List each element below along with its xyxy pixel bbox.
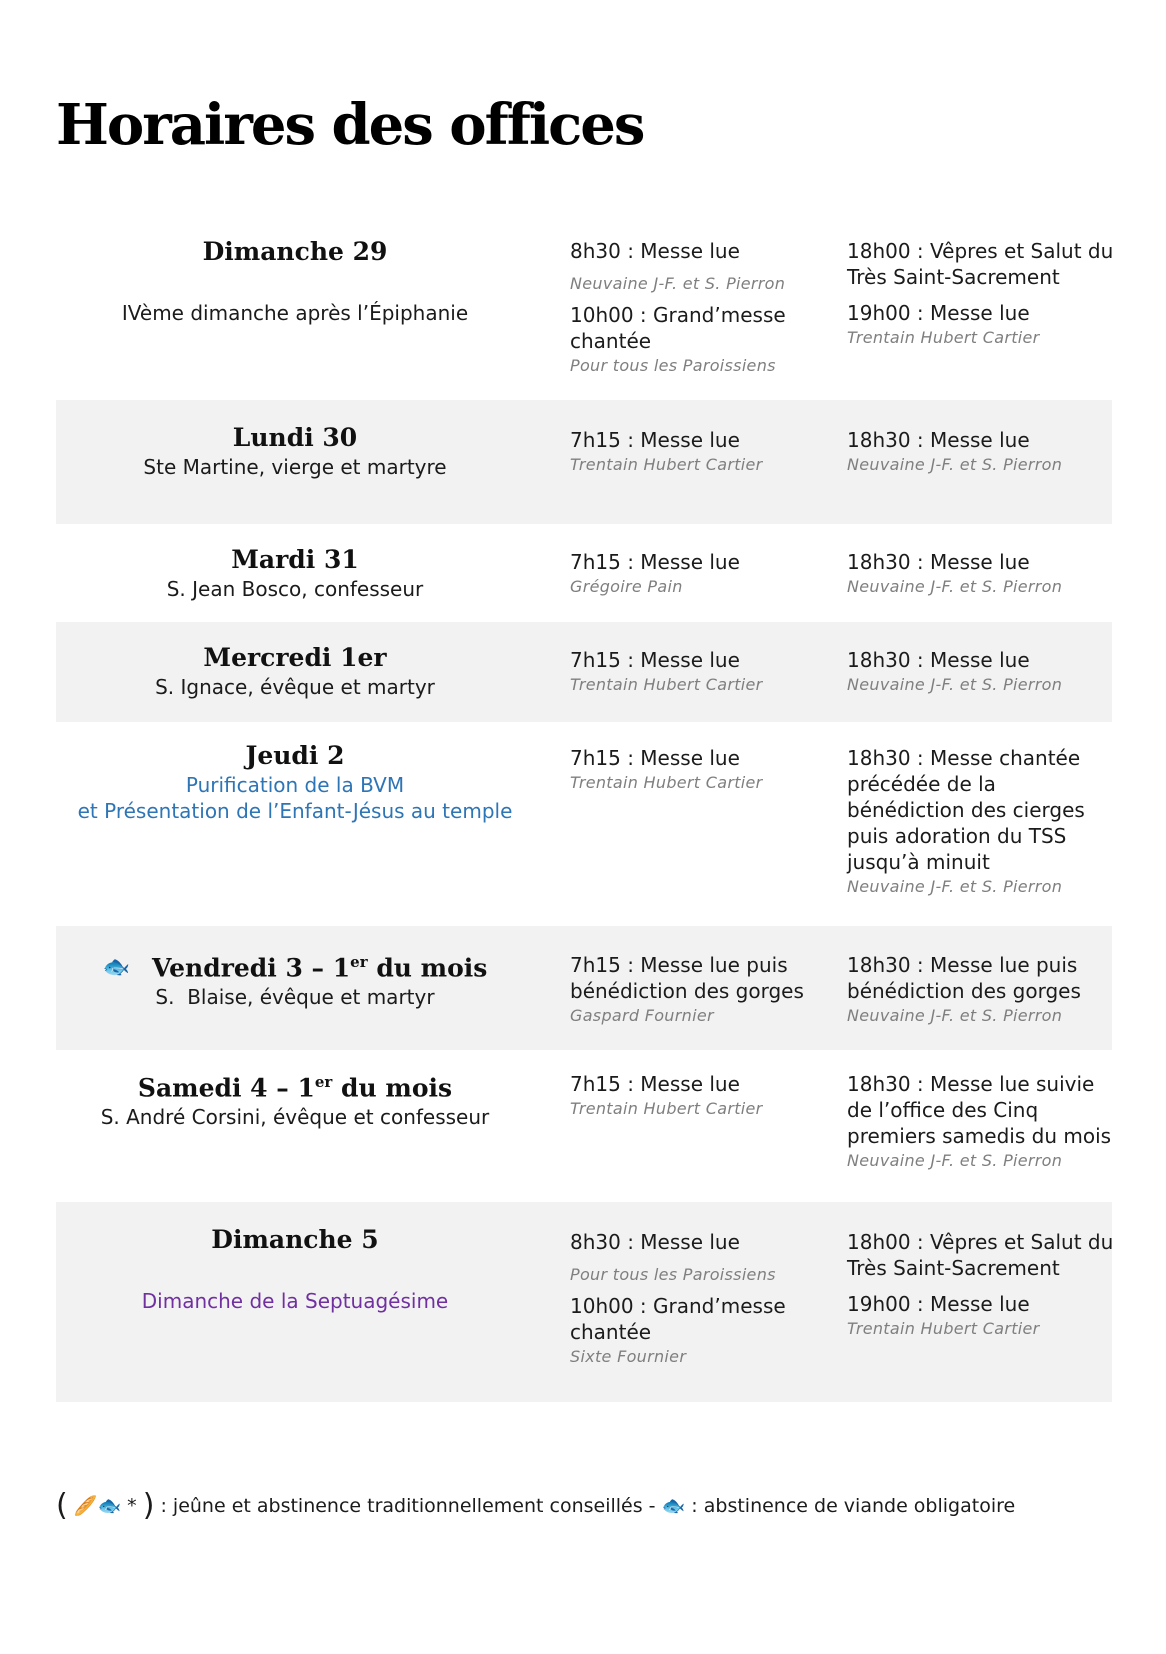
day-name: Dimanche 29 [202,237,388,266]
evening-services [847,1071,1117,1173]
day-cell [56,1224,534,1314]
day-cell [56,544,534,602]
feast-name: Dimanche de la Septuagésime [141,1289,449,1313]
intention: Trentain Hubert Cartier [570,455,763,474]
morning-services [570,427,840,477]
service: 19h00 : Messe lue [847,301,1030,325]
intention: Trentain Hubert Cartier [570,675,763,694]
intention: Trentain Hubert Cartier [847,328,1040,347]
day-cell [56,740,534,824]
evening-services [847,238,1117,350]
evening-services [847,1229,1117,1341]
intention: Neuvaine J-F. et S. Pierron [847,1151,1063,1170]
morning-services [570,647,840,697]
day-name: Dimanche 5 [211,1225,379,1254]
evening-services [847,745,1117,899]
feast-name-continued: et Présentation de l’Enfant-Jésus au temple [77,799,513,823]
legend-open-paren: ( [56,1488,68,1523]
service: 7h15 : Messe lue [570,648,740,672]
service: 7h15 : Messe lue [570,550,740,574]
intention: Neuvaine J-F. et S. Pierron [570,274,786,293]
service: 7h15 : Messe lue puis bénédiction des gorges [570,953,804,1003]
evening-services [847,647,1117,697]
evening-services [847,427,1117,477]
service: 8h30 : Messe lue [570,1230,740,1254]
intention: Trentain Hubert Cartier [570,1099,763,1118]
morning-services [570,1229,840,1369]
intention: Pour tous les Paroissiens [570,1265,776,1284]
service: 18h00 : Vêpres et Salut du Très Saint-Sacrement [847,1230,1114,1280]
fish-icon: 🐟 [661,1495,686,1517]
intention: Trentain Hubert Cartier [570,773,763,792]
day-cell [56,236,534,326]
service: 8h30 : Messe lue [570,239,740,263]
evening-services [847,952,1117,1028]
page-title: Horaires des offices [56,92,644,158]
intention: Neuvaine J-F. et S. Pierron [847,1006,1063,1025]
day-name: Samedi 4 – 1er du mois [137,1073,453,1103]
morning-services [570,549,840,599]
day-name: Mercredi 1er [203,643,387,672]
intention: Neuvaine J-F. et S. Pierron [847,577,1063,596]
legend-asterisk: * [127,1495,137,1517]
intention: Neuvaine J-F. et S. Pierron [847,455,1063,474]
schedule-row-thursday-2 [56,722,1112,926]
schedule-table [56,236,1112,1402]
morning-services [570,1071,840,1121]
morning-services [570,952,840,1028]
service: 7h15 : Messe lue [570,1072,740,1096]
schedule-row-tuesday-31 [56,524,1112,622]
intention: Neuvaine J-F. et S. Pierron [847,877,1063,896]
fish-icon: 🐟 [97,1495,122,1517]
intention: Gaspard Fournier [570,1006,714,1025]
day-name: Lundi 30 [232,423,358,452]
day-name: 🐟 Vendredi 3 – 1er du mois [102,953,488,983]
fish-icon: 🐟 [102,954,131,981]
legend-fasting-text: : jeûne et abstinence traditionnellement conseillés - [160,1495,656,1517]
service: 18h30 : Messe lue puis bénédiction des gorges [847,953,1081,1003]
service: 10h00 : Grand’messe chantée [570,1294,786,1344]
feast-name: S. Jean Bosco, confesseur [166,577,424,601]
feast-name: Purification de la BVM [185,773,405,797]
day-cell [56,946,534,1010]
day-cell [56,1066,534,1130]
feast-name: Ste Martine, vierge et martyre [143,455,447,479]
legend-abstinence-text: : abstinence de viande obligatoire [691,1495,1016,1517]
bread-icon: 🥖 [73,1495,98,1517]
feast-name: S. André Corsini, évêque et confesseur [100,1105,490,1130]
service: 18h00 : Vêpres et Salut du Très Saint-Sacrement [847,239,1114,289]
intention: Pour tous les Paroissiens [570,356,776,375]
evening-services [847,549,1117,599]
morning-services [570,238,840,378]
intention: Sixte Fournier [570,1347,687,1366]
schedule-row-friday-3 [56,926,1112,1050]
legend [56,1488,1015,1523]
schedule-row-saturday-4 [56,1050,1112,1202]
service: 18h30 : Messe chantée précédée de la bénédiction des cierges puis adoration du TSS jusqu’à minuit [847,746,1085,874]
service: 7h15 : Messe lue [570,746,740,770]
day-name: Mardi 31 [231,545,359,574]
feast-name: S. Ignace, évêque et martyr [155,675,435,699]
feast-name: S. Blaise, évêque et martyr [155,985,435,1010]
schedule-row-wednesday-1 [56,622,1112,722]
day-cell [56,642,534,700]
service: 19h00 : Messe lue [847,1292,1030,1316]
service: 7h15 : Messe lue [570,428,740,452]
service: 10h00 : Grand’messe chantée [570,303,786,353]
service: 18h30 : Messe lue suivie de l’office des Cinq premiers samedis du mois [847,1072,1112,1148]
intention: Neuvaine J-F. et S. Pierron [847,675,1063,694]
service: 18h30 : Messe lue [847,550,1030,574]
day-name: Jeudi 2 [245,741,345,770]
schedule-row-monday-30 [56,400,1112,524]
intention: Grégoire Pain [570,577,683,596]
schedule-row-sunday-29 [56,236,1112,400]
service: 18h30 : Messe lue [847,648,1030,672]
feast-name: IVème dimanche après l’Épiphanie [121,301,469,325]
intention: Trentain Hubert Cartier [847,1319,1040,1338]
schedule-row-sunday-5 [56,1202,1112,1402]
service: 18h30 : Messe lue [847,428,1030,452]
legend-close-paren: ) [142,1488,155,1523]
day-cell [56,422,534,480]
morning-services [570,745,840,795]
